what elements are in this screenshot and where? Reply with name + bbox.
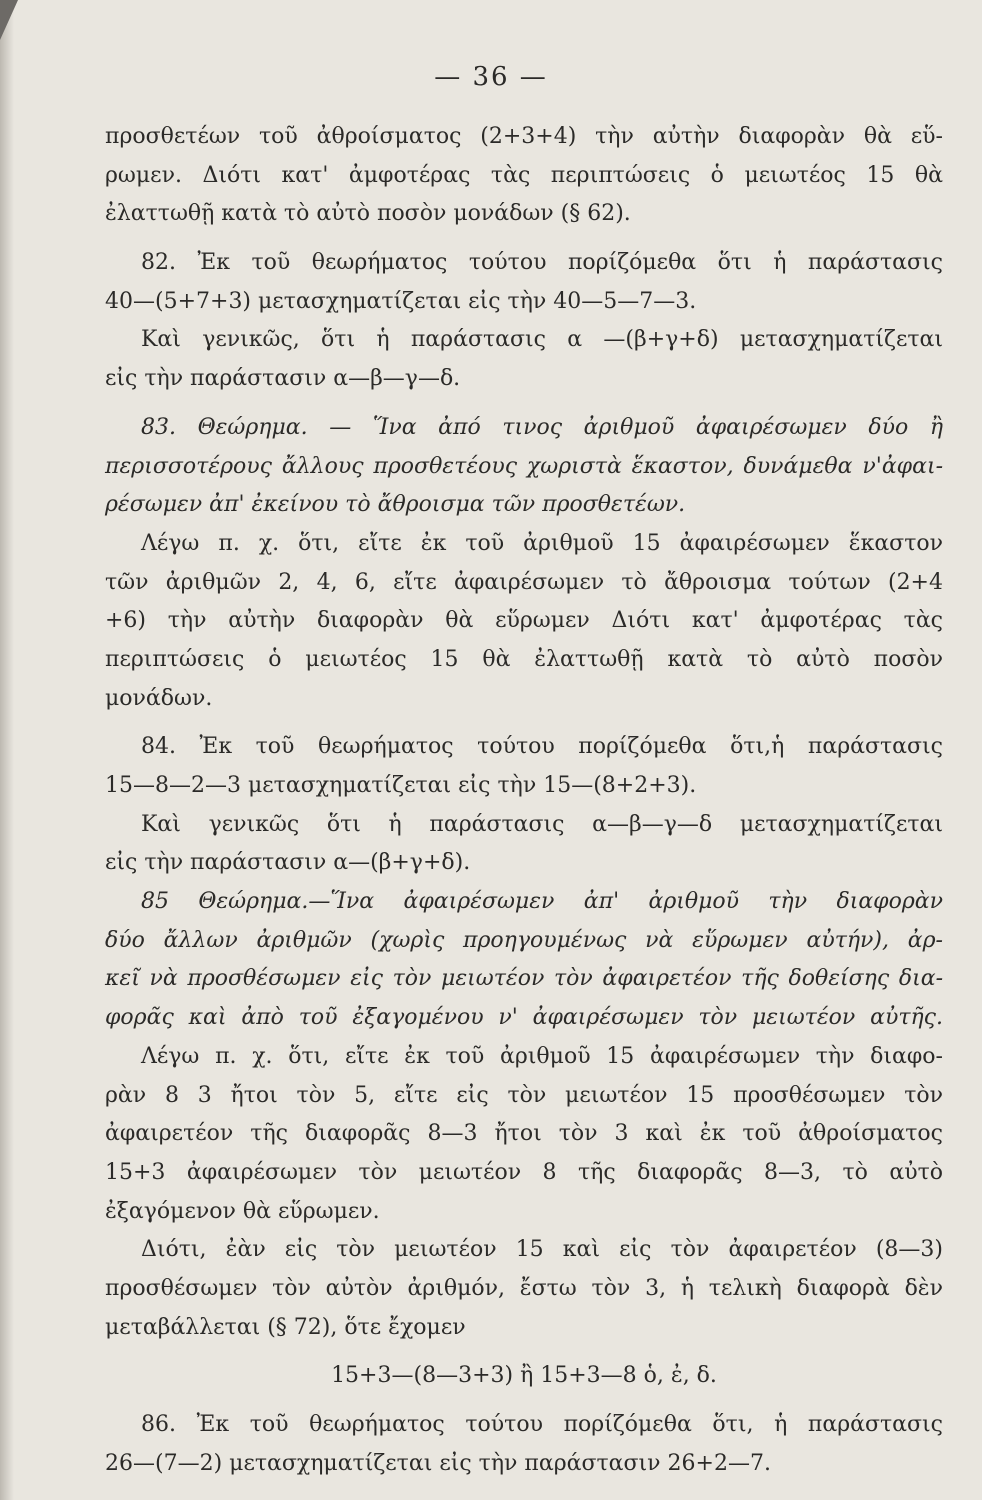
text-line: προσθέσωμεν τὸν αὐτὸν ἀριθμόν, ἔστω τὸν 3, ἡ τελικὴ διαφορὰ δὲν	[105, 1275, 943, 1301]
text-line: 15—8—2—3 μετασχηματίζεται εἰς τὴν 15—(8+2+3).	[105, 773, 697, 798]
text-line: μονάδων.	[105, 685, 213, 711]
theorem-text: κεῖ νὰ προσθέσωμεν εἰς τὸν μειωτέον τὸν ἀφαιρετέον τῆς δοθείσης δια-	[105, 966, 943, 992]
text-line: προσθετέων τοῦ ἀθροίσματος (2+3+4) τὴν αὐτὴν διαφορὰν θὰ εὕ-	[105, 124, 943, 149]
paragraph-82-start: 82. Ἐκ τοῦ θεωρήματος τούτου πορίζόμεθα ὅτι ἡ παράστασις	[141, 250, 943, 276]
theorem-text: δύο ἄλλων ἀριθμῶν (χωρὶς προηγουμένως νὰ εὕρωμεν αὐτήν), ἀρ-	[105, 927, 943, 953]
text-line: περιπτώσεις ὁ μειωτέος 15 θὰ ἐλαττωθῇ κατὰ τὸ αὐτὸ ποσὸν	[105, 646, 943, 672]
page-edge-shadow	[0, 0, 14, 1500]
formula-line: 15+3—(8—3+3) ἢ 15+3—8 ὁ, ἐ, δ.	[331, 1363, 717, 1389]
text-line: ρὰν 8 3 ἤτοι τὸν 5, εἴτε εἰς τὸν μειωτέον 15 προσθέσωμεν τὸν	[105, 1082, 943, 1108]
text-line: 15+3 ἀφαιρέσωμεν τὸν μειωτέον 8 τῆς διαφορᾶς 8—3, τὸ αὐτὸ	[105, 1159, 943, 1185]
theorem-text: περισσοτέρους ἄλλους προσθετέους χωριστὰ ἕκαστον, δυνάμεθα ν'ἀφαι-	[105, 453, 943, 479]
page-number: — 36 —	[434, 62, 548, 92]
text-line: ἐξαγόμενον θὰ εὕρωμεν.	[105, 1198, 380, 1224]
theorem-85-heading: 85 Θεώρημα.—Ἵνα ἀφαιρέσωμεν ἀπ' ἀριθμοῦ τὴν διαφορὰν	[141, 889, 943, 915]
text-line: μεταβάλλεται (§ 72), ὅτε ἔχομεν	[105, 1314, 466, 1340]
text-line: ἐλαττωθῇ κατὰ τὸ αὐτὸ ποσὸν μονάδων (§ 62).	[105, 201, 631, 227]
page-corner-mark	[0, 0, 18, 40]
text-line: Λέγω π. χ. ὅτι, εἴτε ἐκ τοῦ ἀριθμοῦ 15 ἀφαιρέσωμεν τὴν διαφο-	[141, 1043, 943, 1069]
text-line: ρωμεν. Διότι κατ' ἀμφοτέρας τὰς περιπτώσεις ὁ μειωτέος 15 θὰ	[105, 162, 943, 188]
text-line: ἀφαιρετέον τῆς διαφορᾶς 8—3 ἤτοι τὸν 3 καὶ ἐκ τοῦ ἀθροίσματος	[105, 1121, 943, 1147]
theorem-83-heading: 83. Θεώρημα. — Ἵνα ἀπό τινος ἀριθμοῦ ἀφαιρέσωμεν δύο ἢ	[141, 414, 943, 440]
text-line: τῶν ἀριθμῶν 2, 4, 6, εἴτε ἀφαιρέσωμεν τὸ ἄθροισμα τούτων (2+4	[105, 569, 943, 595]
body-text	[105, 118, 943, 1483]
text-line: Καὶ γενικῶς ὅτι ἡ παράστασις α—β—γ—δ μετασχηματίζεται	[141, 811, 943, 837]
text-line: εἰς τὴν παράστασιν α—β—γ—δ.	[105, 366, 461, 392]
paragraph-84-start: 84. Ἐκ τοῦ θεωρήματος τούτου πορίζόμεθα ὅτι,ἡ παράστασις	[141, 734, 943, 760]
text-line: 40—(5+7+3) μετασχηματίζεται εἰς τὴν 40—5—7—3.	[105, 288, 697, 314]
theorem-text: φορᾶς καὶ ἀπὸ τοῦ ἐξαγομένου ν' ἀφαιρέσωμεν τὸν μειωτέον αὐτῆς.	[105, 1005, 943, 1031]
text-line: Διότι, ἐὰν εἰς τὸν μειωτέον 15 καὶ εἰς τὸν ἀφαιρετέον (8—3)	[141, 1237, 943, 1263]
text-line: Λέγω π. χ. ὅτι, εἴτε ἐκ τοῦ ἀριθμοῦ 15 ἀφαιρέσωμεν ἕκαστον	[141, 530, 943, 556]
text-line: Καὶ γενικῶς, ὅτι ἡ παράστασις α —(β+γ+δ) μετασχηματίζεται	[141, 327, 943, 353]
text-line: 26—(7—2) μετασχηματίζεται εἰς τὴν παράστασιν 26+2—7.	[105, 1450, 771, 1476]
text-line: εἰς τὴν παράστασιν α—(β+γ+δ).	[105, 850, 471, 876]
text-line: +6) τὴν αὐτὴν διαφορὰν θὰ εὕρωμεν Διότι κατ' ἀμφοτέρας τὰς	[105, 608, 943, 634]
theorem-text: ρέσωμεν ἀπ' ἐκείνου τὸ ἄθροισμα τῶν προσθετέων.	[105, 492, 686, 518]
paragraph-86-start: 86. Ἐκ τοῦ θεωρήματος τούτου πορίζόμεθα ὅτι, ἡ παράστασις	[141, 1412, 943, 1437]
